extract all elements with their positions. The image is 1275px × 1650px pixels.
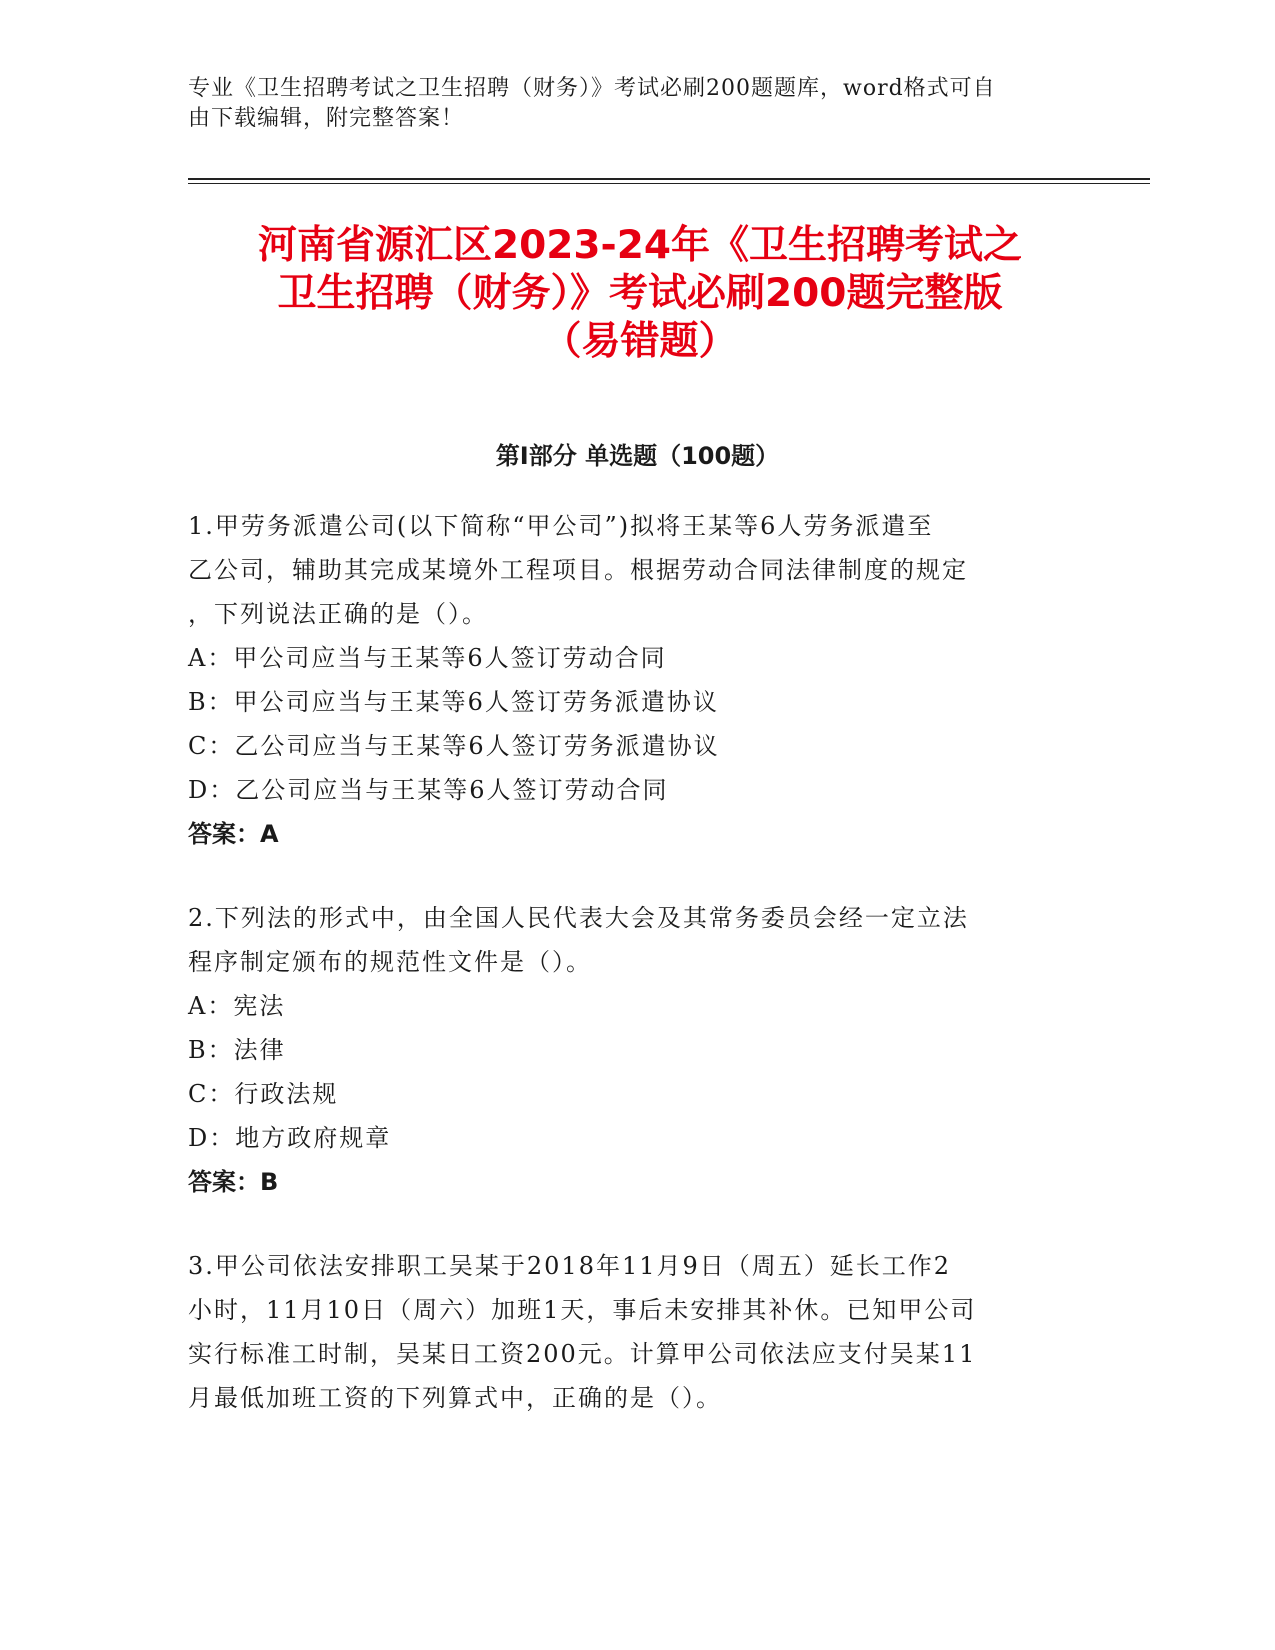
question-3-line-3: 实行标准工时制，吴某日工资200元。计算甲公司依法应支付吴某11 [188, 1340, 977, 1368]
question-1-answer: 答案：A [188, 820, 279, 848]
header-note-line-1: 专业《卫生招聘考试之卫生招聘（财务）》考试必刷200题题库，word格式可自 [188, 76, 996, 101]
question-1-line-1: 1.甲劳务派遣公司(以下简称“甲公司”)拟将王某等6人劳务派遣至 [188, 512, 934, 540]
question-2-option-a: A：宪法 [188, 992, 286, 1020]
header-note-line-2: 由下载编辑，附完整答案！ [188, 106, 465, 131]
header-rule-thick [188, 178, 1150, 180]
question-1-option-a: A：甲公司应当与王某等6人签订劳动合同 [188, 644, 667, 672]
question-2-option-b: B：法律 [188, 1036, 286, 1064]
title-line-1: 河南省源汇区2023-24年《卫生招聘考试之 [257, 223, 1022, 268]
title-line-3: （易错题） [542, 319, 738, 364]
question-1-option-b: B：甲公司应当与王某等6人签订劳务派遣协议 [188, 688, 719, 716]
question-1-option-c: C：乙公司应当与王某等6人签订劳务派遣协议 [188, 732, 720, 760]
header-rule-thin [188, 183, 1150, 184]
question-1-line-2: 乙公司，辅助其完成某境外工程项目。根据劳动合同法律制度的规定 [188, 556, 968, 584]
question-2-option-c: C：行政法规 [188, 1080, 339, 1108]
question-1-line-3: ，下列说法正确的是（）。 [188, 600, 488, 628]
question-2-line-2: 程序制定颁布的规范性文件是（）。 [188, 948, 592, 976]
question-3-line-1: 3.甲公司依法安排职工吴某于2018年11月9日（周五）延长工作2 [188, 1252, 952, 1280]
question-2-line-1: 2.下列法的形式中，由全国人民代表大会及其常务委员会经一定立法 [188, 904, 969, 932]
question-2-answer: 答案：B [188, 1168, 279, 1196]
title-line-2: 卫生招聘（财务）》考试必刷200题完整版 [277, 271, 1003, 316]
header-note [188, 74, 1068, 134]
question-3-line-4: 月最低加班工资的下列算式中，正确的是（）。 [188, 1384, 722, 1412]
document-title [160, 222, 1120, 366]
question-2-option-d: D：地方政府规章 [188, 1124, 392, 1152]
section-title: 第I部分 单选题（100题） [495, 442, 780, 470]
question-3-line-2: 小时，11月10日（周六）加班1天，事后未安排其补休。已知甲公司 [188, 1296, 977, 1324]
question-1-option-d: D：乙公司应当与王某等6人签订劳动合同 [188, 776, 669, 804]
